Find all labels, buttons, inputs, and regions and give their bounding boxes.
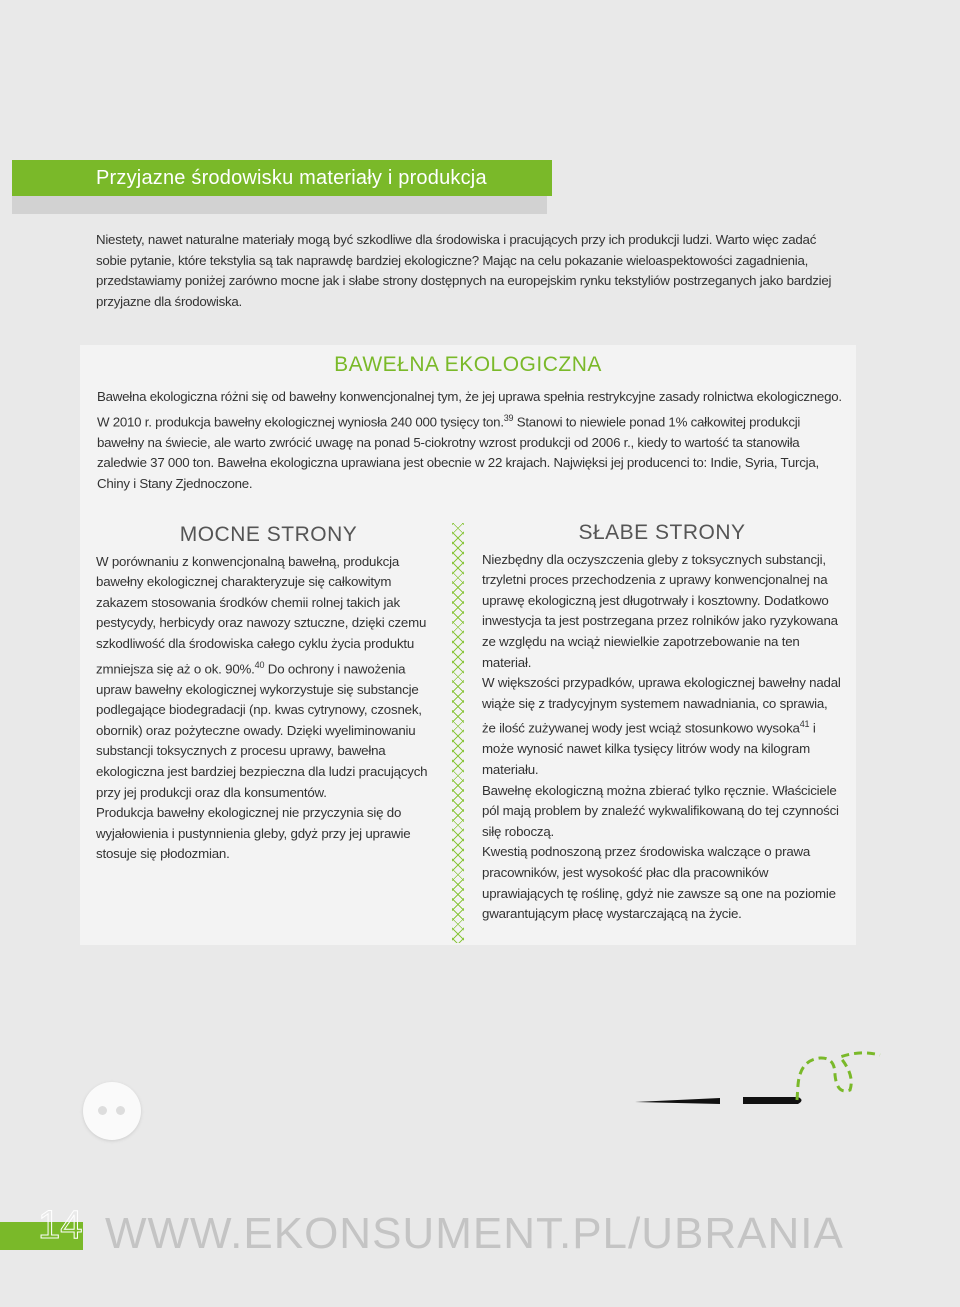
strengths-column bbox=[96, 525, 441, 865]
weaknesses-paragraph: Niezbędny dla oczyszczenia gleby z toksycznych substancji, trzyletni proces przechodzenia z uprawy konwencjonalnej na uprawę ekologiczną jest długotrwały i kosztowny. Dodatkowo inwestycja ta jest postrzegana przez rolników jako ryzykowana ze względu na wciąż niewielkie zapotrzebowanie na ten materiał. bbox=[482, 551, 838, 670]
lead-text-b: Stanowi to niewiele ponad 1% całkowitej produkcji bawełny na świecie, ale warto zwrócić uwagę na ponad 5-ciokrotny wzrost produkcji od 2006 r., kiedy to wartość ta stanowiła zaledwie 37 000 ton. Bawełna ekologiczna uprawiana jest obecnie w 22 krajach. Najwięksi jej producenci to: Indie, Syria, Turcja, Chiny i Stany Zjednoczone. bbox=[97, 414, 819, 491]
intro-paragraph: Niestety, nawet naturalne materiały mogą być szkodliwe dla środowiska i pracujących przy ich produkcji ludzi. Warto więc zadać sobie pytanie, które tekstylia są tak naprawdę bardziej ekologiczne? Mając na celu pokazanie wieloaspektowości zagadnienia, przedstawiamy poniżej zarówno mocne jak i słabe strony dostępnych na europejskim rynku tekstyliów postrzeganych jako bardziej przyjazne dla środowiska. bbox=[96, 232, 832, 309]
footnote-ref: 39 bbox=[503, 412, 514, 423]
lead-text-a: Bawełna ekologiczna różni się od bawełny konwencjonalnej tym, że jej uprawa spełnia restrykcyjne zasady rolnictwa ekologicznego. W 2010 r. produkcja bawełny ekologicznej wyniosła 240 000 tysięcy ton. bbox=[97, 389, 842, 430]
weaknesses-heading: SŁABE STRONY bbox=[578, 521, 746, 544]
weaknesses-paragraph: Bawełnę ekologiczną można zbierać tylko ręcznie. Właściciele pól mają problem by znaleźć wykwalifikowaną do tej czynności siłę roboczą. bbox=[482, 782, 839, 839]
strengths-paragraph bbox=[96, 552, 441, 804]
box-heading: BAWEŁNA EKOLOGICZNA bbox=[334, 353, 602, 376]
needle-thread-illustration bbox=[630, 1045, 890, 1115]
text: W większości przypadków, uprawa ekologicznej bawełny nadal wiąże się z tradycyjnym systemem nawadniania, co sprawia, że ilość zużywanej wody jest wciąż stosunkowo wysoka bbox=[482, 675, 841, 736]
box-lead bbox=[97, 387, 847, 494]
footer-url: WWW.EKONSUMENT.PL/UBRANIA bbox=[105, 1209, 844, 1258]
text: W porównaniu z konwencjonalną bawełną, produkcja bawełny ekologicznej charakteryzuje się całkowitym zakazem stosowania środków chemii rolnej takich jak pestycydy, herbicydy oraz nawozy sztuczne, dzięki czemu szkodliwość dla środowiska całego cyklu życia produktu zmniejsza się aż o ok. 90%. bbox=[96, 553, 427, 676]
text: i może wynosić nawet kilka tysięcy litrów wody na kilogram materiału. bbox=[482, 720, 816, 777]
page-number: 14 bbox=[38, 1203, 83, 1247]
weaknesses-column bbox=[482, 523, 842, 925]
button-illustration bbox=[83, 1082, 141, 1140]
weaknesses-paragraph: Kwestią podnoszoną przez środowiska walczące o prawa pracowników, jest wysokość płac dla pracowników uprawiających tę roślinę, gdyż nie zawsze są one na poziomie gwarantującym płacę wystarczającą na życie. bbox=[482, 844, 836, 922]
zigzag-divider bbox=[452, 523, 464, 943]
footnote-ref: 40 bbox=[254, 659, 265, 670]
text: Do ochrony i nawożenia upraw bawełny ekologicznej wykorzystuje się substancje podlegające biodegradacji (np. kwas cytrynowy, czosnek, obornik) oraz pożyteczne owady. Dzięki wyeliminowaniu substancji toksycznych z procesu uprawy, bawełna ekologiczna jest bardziej bezpieczna dla ludzi pracujących przy jej produkcji oraz dla konsumentów. bbox=[96, 660, 428, 800]
strengths-heading: MOCNE STRONY bbox=[179, 523, 358, 546]
strengths-paragraph: Produkcja bawełny ekologicznej nie przyczynia się do wyjałowienia i pustynnienia gleby, gdyż przy jej uprawie stosuje się płodozmian. bbox=[96, 805, 411, 862]
section-title: Przyjazne środowisku materiały i produkcja bbox=[12, 160, 552, 196]
footnote-ref: 41 bbox=[799, 719, 810, 730]
weaknesses-paragraph bbox=[482, 673, 842, 780]
